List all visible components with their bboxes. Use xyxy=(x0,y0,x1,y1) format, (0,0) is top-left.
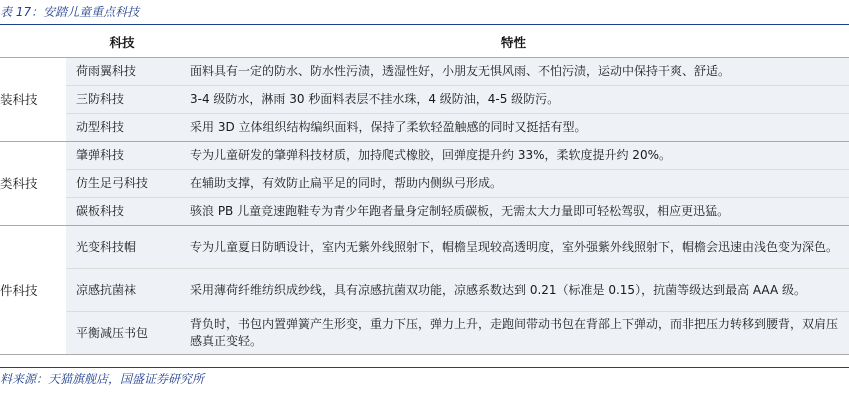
tech-name: 碳板科技 xyxy=(66,198,178,226)
tech-feature: 背负时，书包内置弹簧产生形变，重力下压，弹力上升，走跑间带动书包在背部上下弹动，而非把压力转移到腰背，双肩压感真正变轻。 xyxy=(178,312,849,355)
tech-feature: 采用 3D 立体组织结构编织面料，保持了柔软轻盈触感的同时又挺括有型。 xyxy=(178,114,849,142)
tech-table xyxy=(0,27,849,355)
table-row xyxy=(0,114,849,142)
header-tech: 科技 xyxy=(66,27,178,58)
table-caption: 表 17：安踏儿童重点科技 xyxy=(0,5,140,19)
table-row xyxy=(0,142,849,170)
table-row xyxy=(0,198,849,226)
category-accessories: 件科技 xyxy=(0,226,66,355)
category-apparel: 装科技 xyxy=(0,58,66,142)
tech-feature: 专为儿童研发的肇弹科技材质，加持爬式橡胶，回弹度提升约 33%，柔软度提升约 20%。 xyxy=(178,142,849,170)
tech-feature: 3-4 级防水，淋雨 30 秒面料表层不挂水珠，4 级防油，4-5 级防污。 xyxy=(178,86,849,114)
top-rule xyxy=(0,24,849,25)
tech-name: 平衡减压书包 xyxy=(66,312,178,355)
table-row xyxy=(0,86,849,114)
table-row xyxy=(0,269,849,312)
tech-feature: 在辅助支撑，有效防止扁平足的同时，帮助内侧纵弓形成。 xyxy=(178,170,849,198)
tech-name: 凉感抗菌袜 xyxy=(66,269,178,312)
category-footwear: 类科技 xyxy=(0,142,66,226)
header-feature: 特性 xyxy=(178,27,849,58)
tech-feature: 专为儿童夏日防晒设计，室内无紫外线照射下，帽檐呈现较高透明度，室外强紫外线照射下，帽檐会迅速由浅色变为深色。 xyxy=(178,226,849,269)
table-row xyxy=(0,312,849,355)
table-row xyxy=(0,226,849,269)
source-note: 料来源：天猫旗舰店，国盛证券研究所 xyxy=(0,372,205,386)
tech-feature: 面料具有一定的防水、防水性污渍，透湿性好，小朋友无惧风雨、不怕污渍，运动中保持干爽、舒适。 xyxy=(178,58,849,86)
bottom-rule xyxy=(0,367,849,368)
tech-name: 荷雨翼科技 xyxy=(66,58,178,86)
tech-feature: 骇浪 PB 儿童竞速跑鞋专为青少年跑者量身定制轻质碳板，无需太大力量即可轻松驾驭，相应更迅猛。 xyxy=(178,198,849,226)
table-row xyxy=(0,58,849,86)
header-category xyxy=(0,27,66,58)
tech-feature: 采用薄荷纤维纺织成纱线，具有凉感抗菌双功能，凉感系数达到 0.21（标准是 0.15），抗菌等级达到最高 AAA 级。 xyxy=(178,269,849,312)
header-row xyxy=(0,27,849,58)
tech-name: 动型科技 xyxy=(66,114,178,142)
tech-name: 肇弹科技 xyxy=(66,142,178,170)
tech-name: 光变科技帽 xyxy=(66,226,178,269)
table-row xyxy=(0,170,849,198)
tech-name: 三防科技 xyxy=(66,86,178,114)
tech-name: 仿生足弓科技 xyxy=(66,170,178,198)
